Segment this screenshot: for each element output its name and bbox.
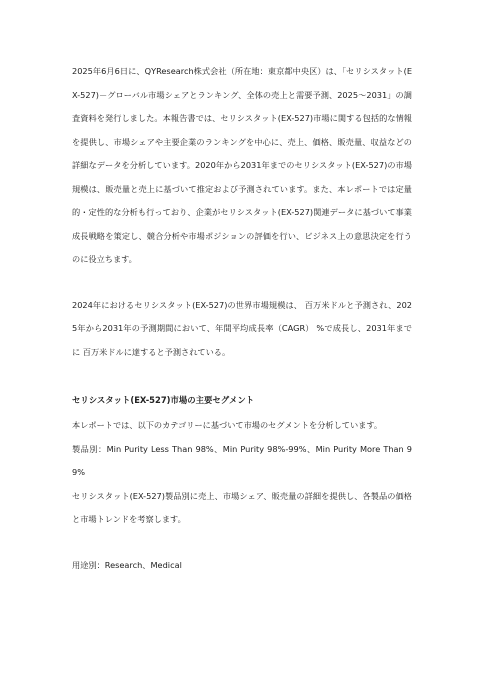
spacer — [72, 532, 412, 554]
application-line: 用途別：Research、Medical — [72, 559, 182, 570]
segment-heading: セリシスタット(EX-527)市場の主要セグメント — [72, 395, 255, 405]
market-size-paragraph: 2024年におけるセリシスタット(EX-527)の世界市場規模は、 百万米ドルと予測され、2025年から2031年の予測期間において、年間平均成長率（CAGR） %で成長し、2031年までに 百万米ドルに達すると予測されている。 — [72, 299, 412, 357]
segment-intro: 本レポートでは、以下のカテゴリーに基づいて市場のセグメントを分析しています。 — [72, 420, 383, 430]
spacer — [72, 364, 412, 390]
product-description: セリシスタット(EX-527)製品別に売上、市場シェア、販売量の詳細を提供し、各製品の価格と市場トレンドを考察します。 — [72, 490, 412, 524]
document-page — [72, 60, 412, 577]
product-type-line: 製品別：Min Purity Less Than 98%、Min Purity 98%-99%、Min Purity More Than 99% — [72, 443, 412, 477]
spacer — [72, 272, 412, 294]
intro-paragraph: 2025年6月6日に、QYResearch株式会社（所在地：東京都中央区）は、「セリシスタット(EX-527)－グローバル市場シェアとランキング、全体の売上と需要予測、2025～2031」の調査資料を発行しました。本報告書では、セリシスタット(EX-527)市場に関する包括的な情報を提供し、市場シェアや主要企業のランキングを中心に、売上、価格、販売量、収益などの詳細なデータを分析しています。2020年から2031年までのセリシスタット(EX-527)の市場規模は、販売量と売上に基づいて推定および予測されています。また、本レポートでは定量的・定性的な分析も行っており、企業がセリシスタット(EX-527)関連データに基づいて事業成長戦略を策定し、競合分析や市場ポジションの評価を行い、ビジネス上の意思決定を行うのに役立ちます。 — [72, 66, 412, 264]
